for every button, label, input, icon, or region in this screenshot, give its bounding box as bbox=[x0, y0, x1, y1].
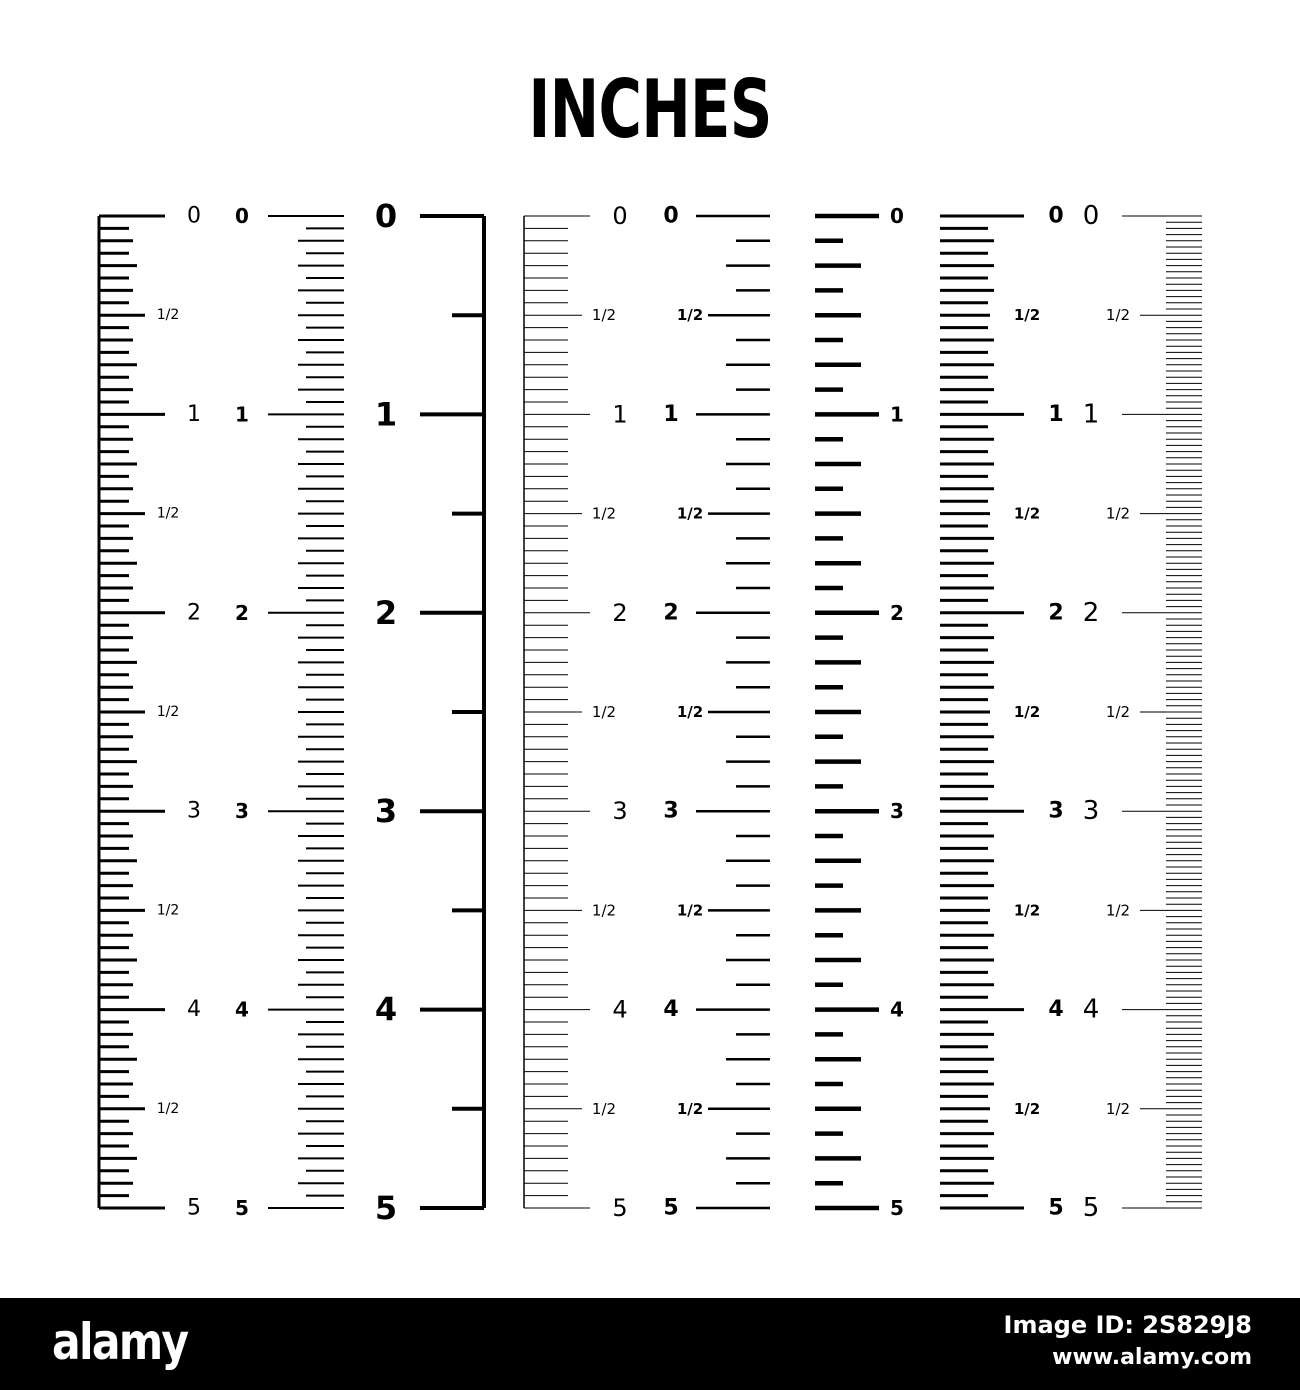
ruler-6 bbox=[815, 204, 904, 1220]
major-label-1: 1 bbox=[612, 400, 628, 429]
major-label-1: 1 bbox=[1082, 399, 1100, 430]
page-title: INCHES bbox=[528, 63, 772, 156]
major-label-3: 3 bbox=[1082, 796, 1100, 827]
half-label: 1/2 bbox=[156, 704, 180, 720]
half-label: 1/2 bbox=[591, 901, 617, 920]
major-label-4: 4 bbox=[1082, 994, 1100, 1025]
half-label: 1/2 bbox=[1013, 1099, 1041, 1118]
major-label-3: 3 bbox=[663, 798, 679, 824]
half-label: 1/2 bbox=[156, 1100, 180, 1117]
half-label: 1/2 bbox=[676, 504, 704, 523]
half-label: 1/2 bbox=[156, 902, 180, 919]
half-label: 1/2 bbox=[1105, 306, 1131, 325]
major-label-5: 5 bbox=[890, 1196, 904, 1220]
major-label-2: 2 bbox=[663, 600, 679, 626]
major-label-5: 5 bbox=[374, 1189, 398, 1227]
major-label-3: 3 bbox=[235, 799, 249, 824]
ruler-7 bbox=[940, 204, 1064, 1221]
major-label-2: 2 bbox=[187, 600, 201, 626]
major-label-5: 5 bbox=[612, 1194, 628, 1222]
half-label: 1/2 bbox=[591, 703, 617, 721]
major-label-0: 0 bbox=[663, 203, 679, 229]
major-label-2: 2 bbox=[612, 598, 628, 627]
major-label-5: 5 bbox=[1048, 1195, 1064, 1221]
major-label-1: 1 bbox=[890, 402, 904, 427]
ruler-1 bbox=[99, 204, 201, 1221]
half-label: 1/2 bbox=[1013, 504, 1041, 523]
major-label-5: 5 bbox=[663, 1195, 679, 1221]
major-label-0: 0 bbox=[374, 197, 398, 235]
major-label-0: 0 bbox=[187, 203, 201, 229]
major-label-4: 4 bbox=[374, 990, 398, 1029]
major-label-1: 1 bbox=[187, 401, 201, 427]
major-label-1: 1 bbox=[663, 401, 679, 427]
half-label: 1/2 bbox=[156, 505, 180, 522]
image-id: Image ID: 2S829J8 bbox=[1003, 1311, 1252, 1339]
major-label-3: 3 bbox=[374, 792, 398, 831]
brand-logo: alamy bbox=[52, 1313, 188, 1371]
major-label-2: 2 bbox=[235, 600, 249, 625]
half-label: 1/2 bbox=[1105, 703, 1131, 721]
ruler-5 bbox=[663, 204, 770, 1221]
major-label-2: 2 bbox=[890, 600, 904, 625]
site-url: www.alamy.com bbox=[1052, 1345, 1252, 1370]
ruler-4 bbox=[524, 202, 628, 1222]
ruler-3 bbox=[375, 197, 484, 1227]
half-label: 1/2 bbox=[1013, 703, 1041, 721]
ruler-2 bbox=[235, 204, 344, 1220]
half-label: 1/2 bbox=[676, 1099, 704, 1118]
major-label-3: 3 bbox=[1048, 798, 1064, 824]
half-label: 1/2 bbox=[1013, 306, 1041, 325]
half-label: 1/2 bbox=[1105, 901, 1131, 920]
ruler-8 bbox=[1083, 201, 1202, 1223]
major-label-2: 2 bbox=[374, 593, 398, 632]
half-label: 1/2 bbox=[156, 307, 180, 324]
major-label-2: 2 bbox=[1082, 597, 1100, 628]
major-label-4: 4 bbox=[890, 997, 904, 1022]
half-label: 1/2 bbox=[676, 901, 704, 920]
major-label-1: 1 bbox=[374, 395, 398, 434]
major-label-4: 4 bbox=[235, 997, 249, 1022]
image-meta bbox=[1004, 1308, 1252, 1374]
half-label: 1/2 bbox=[676, 703, 704, 721]
half-label: 1/2 bbox=[1105, 504, 1131, 523]
major-label-0: 0 bbox=[1082, 201, 1100, 231]
major-label-1: 1 bbox=[1048, 401, 1064, 427]
major-label-0: 0 bbox=[612, 202, 628, 230]
major-label-4: 4 bbox=[187, 997, 201, 1023]
major-label-3: 3 bbox=[187, 798, 201, 824]
major-label-4: 4 bbox=[612, 995, 628, 1024]
half-label: 1/2 bbox=[1105, 1099, 1131, 1118]
major-label-4: 4 bbox=[1048, 997, 1064, 1023]
footer-bar bbox=[0, 1298, 1300, 1390]
half-label: 1/2 bbox=[591, 306, 617, 325]
major-label-1: 1 bbox=[235, 402, 249, 427]
half-label: 1/2 bbox=[591, 1099, 617, 1118]
major-label-3: 3 bbox=[890, 799, 904, 824]
half-label: 1/2 bbox=[1013, 901, 1041, 920]
half-label: 1/2 bbox=[591, 504, 617, 523]
major-label-4: 4 bbox=[663, 997, 679, 1023]
major-label-0: 0 bbox=[235, 204, 249, 228]
major-label-3: 3 bbox=[612, 797, 628, 826]
major-label-2: 2 bbox=[1048, 600, 1064, 626]
half-label: 1/2 bbox=[676, 306, 704, 325]
major-label-5: 5 bbox=[187, 1195, 201, 1221]
major-label-5: 5 bbox=[235, 1196, 249, 1220]
major-label-0: 0 bbox=[1048, 203, 1064, 229]
major-label-0: 0 bbox=[890, 204, 904, 228]
major-label-5: 5 bbox=[1082, 1193, 1100, 1223]
